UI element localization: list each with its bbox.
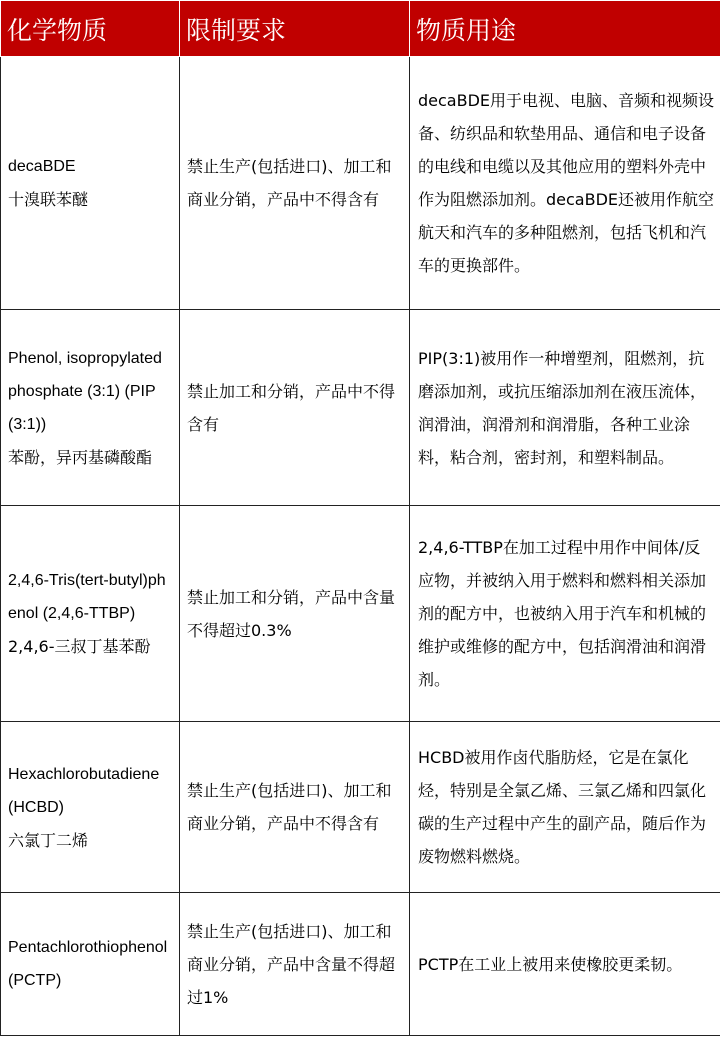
chemical-name-cn: 2,4,6-三叔丁基苯酚 (8, 637, 151, 656)
use-cell: 2,4,6-TTBP在加工过程中用作中间体/反应物，并被纳入用于燃料和燃料相关添加剂的配方中，也被纳入用于汽车和机械的维护或维修的配方中，包括润滑油和润滑剂。 (410, 506, 720, 722)
chemical-name-en: 2,4,6-Tris(tert-butyl)phenol (2,4,6-TTBP) (8, 572, 166, 622)
use-cell: HCBD被用作卤代脂肪烃，它是在氯化烃，特别是全氯乙烯、三氯乙烯和四氯化碳的生产过程中产生的副产品，随后作为废物燃料燃烧。 (410, 722, 720, 893)
table-row (1, 722, 720, 893)
chemical-name-en: Pentachlorothiophenol (PCTP) (8, 939, 168, 989)
header-use: 物质用途 (410, 1, 720, 57)
restriction-cell: 禁止加工和分销，产品中不得含有 (180, 310, 410, 506)
chemical-name-cell (1, 57, 180, 310)
table-row (1, 310, 720, 506)
header-chemical: 化学物质 (1, 1, 180, 57)
chemical-name-cell (1, 310, 180, 506)
restriction-cell: 禁止生产(包括进口)、加工和商业分销，产品中不得含有 (180, 57, 410, 310)
chemical-name-cell (1, 893, 180, 1036)
chemical-name-cell (1, 506, 180, 722)
chemical-name-cn: 十溴联苯醚 (8, 190, 89, 209)
chemical-name-en: Phenol, isopropylated phosphate (3:1) (PIP (3:1)) (8, 349, 162, 433)
chemical-name-cn: 苯酚，异丙基磷酸酯 (8, 447, 153, 467)
restriction-cell: 禁止生产(包括进口)、加工和商业分销，产品中不得含有 (180, 722, 410, 893)
header-restriction: 限制要求 (180, 1, 410, 57)
use-cell: PCTP在工业上被用来使橡胶更柔韧。 (410, 893, 720, 1036)
chemical-name-cell (1, 722, 180, 893)
chemical-name-cn: 六氯丁二烯 (8, 830, 89, 850)
use-cell: decaBDE用于电视、电脑、音频和视频设备、纺织品和软垫用品、通信和电子设备的电线和电缆以及其他应用的塑料外壳中作为阻燃添加剂。decaBDE还被用作航空航天和汽车的多种阻燃剂，包括飞机和汽车的更换部件。 (410, 57, 720, 310)
table-row (1, 57, 720, 310)
table-row (1, 893, 720, 1036)
restriction-cell: 禁止加工和分销，产品中含量不得超过0.3% (180, 506, 410, 722)
header-row (1, 1, 720, 57)
table-header (1, 1, 720, 57)
use-cell: PIP(3:1)被用作一种增塑剂，阻燃剂，抗磨添加剂，或抗压缩添加剂在液压流体，润滑油，润滑剂和润滑脂，各种工业涂料，粘合剂，密封剂，和塑料制品。 (410, 310, 720, 506)
chemical-name-en: decaBDE (8, 158, 76, 175)
table-row (1, 506, 720, 722)
chemical-name-en: Hexachlorobutadiene (HCBD) (8, 765, 160, 816)
restriction-cell: 禁止生产(包括进口)、加工和商业分销，产品中含量不得超过1% (180, 893, 410, 1036)
